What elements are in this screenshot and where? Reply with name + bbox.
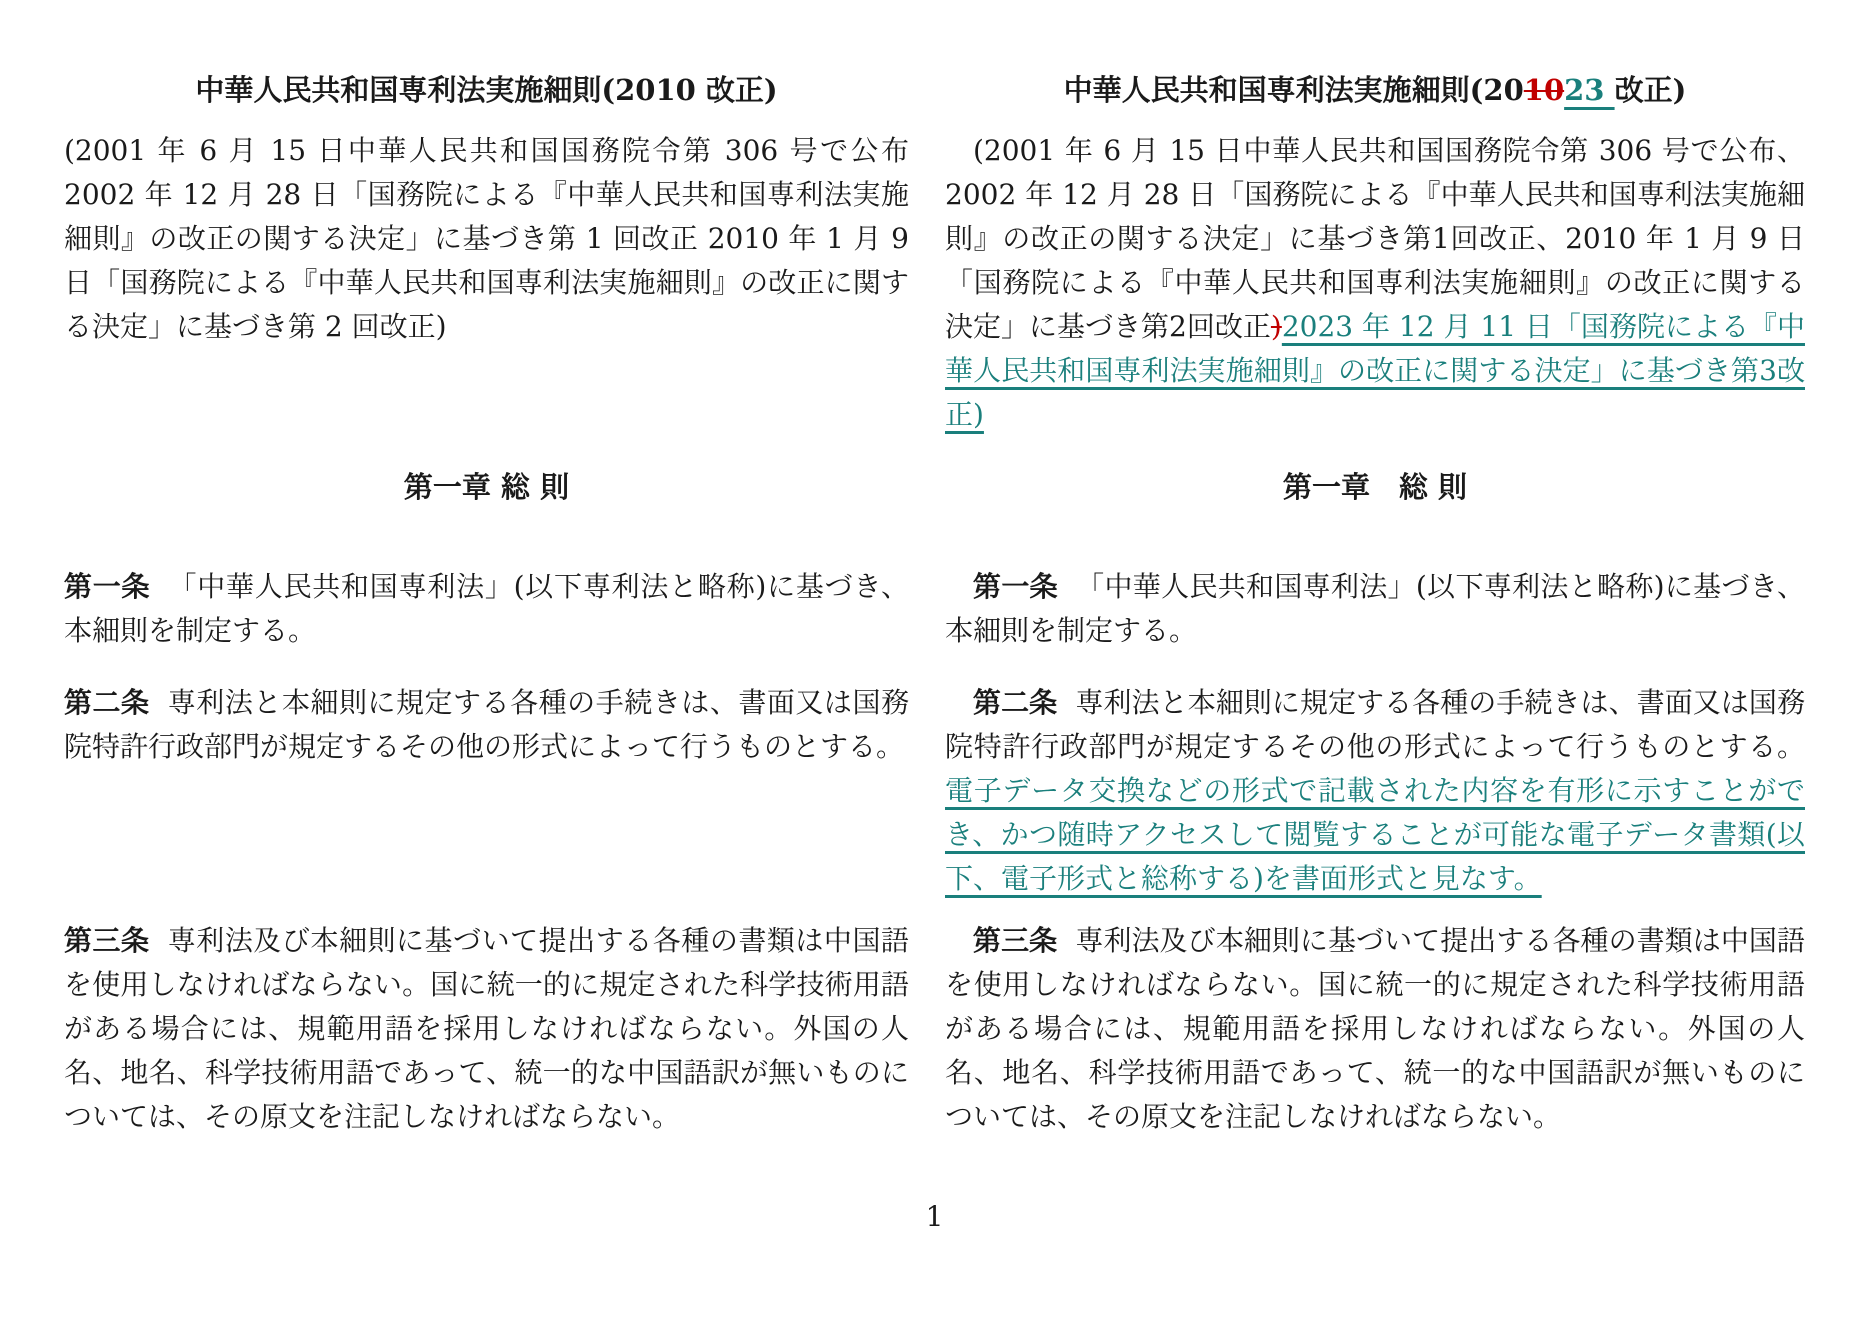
right-article-3-cell [945,919,1805,1139]
title-row [64,68,1805,113]
left-preamble: (2001 年 6 月 15 日中華人民共和国国務院令第 306 号で公布 2002 年 12 月 28 日「国務院による『中華人民共和国専利法実施細則』の改正の関する決定」に基づき第 1 回改正 2010 年 1 月 9 日「国務院による『中華人民共和国専利法実施細則』の改正に関する決定」に基づき第 2 回改正) [64,134,909,343]
right-preamble-cell [945,129,1805,437]
right-article-3-text: 専利法及び本細則に基づいて提出する各種の書類は中国語を使用しなければならない。国に統一的に規定された科学技術用語がある場合には、規範用語を採用しなければならない。外国の人名、地名、科学技術用語であって、統一的な中国語訳が無いものについては、その原文を注記しなければならない。 [945,924,1805,1133]
page-number: 1 [925,1200,944,1233]
article-3-row [64,919,1805,1139]
article-1-row [64,565,1805,653]
right-article-1-cell [945,565,1805,653]
right-article-2 [945,681,1805,901]
left-preamble-cell [64,129,909,349]
right-column-title-cell [945,68,1805,113]
right-preamble [945,129,1805,437]
right-article-3-label: 第三条 [973,924,1058,957]
right-title-inserted-text: 23 [1564,73,1615,107]
left-article-3-label: 第三条 [64,924,150,957]
left-article-1 [64,565,909,653]
right-title-suffix: 改正) [1614,73,1687,107]
right-title-prefix: 中華人民共和国専利法実施細則(20 [1063,73,1524,107]
left-article-2-cell [64,681,909,769]
right-article-2-label: 第二条 [973,686,1058,719]
right-article-1 [945,565,1805,653]
left-article-2 [64,681,909,769]
right-article-2-cell [945,681,1805,901]
left-doc-title: 中華人民共和国専利法実施細則(2010 改正) [195,73,778,107]
left-chapter-cell [64,465,909,509]
left-article-3-cell [64,919,909,1139]
left-article-3 [64,919,909,1139]
right-chapter-heading: 第一章 総 則 [1282,470,1468,504]
right-chapter-cell [945,465,1805,509]
left-article-2-text: 専利法と本細則に規定する各種の手続きは、書面又は国務院特許行政部門が規定するその他の形式によって行うものとする。 [64,686,909,763]
right-doc-title [945,68,1805,113]
right-article-2-inserted-text: 電子データ交換などの形式で記載された内容を有形に示すことができ、かつ随時アクセスして閲覧することが可能な電子データ書類(以下、電子形式と総称する)を書面形式と見なす。 [945,774,1805,895]
right-preamble-normal-text: (2001 年 6 月 15 日中華人民共和国国務院令第 306 号で公布、2002 年 12 月 28 日「国務院による『中華人民共和国専利法実施細則』の改正の関する決定」に基づき第1回改正、2010 年 1 月 9 日「国務院による『中華人民共和国専利法実施細則』の改正に関する決定」に基づき第2回改正 [945,134,1805,343]
left-article-1-text: 「中華人民共和国専利法」(以下専利法と略称)に基づき、本細則を制定する。 [64,570,909,647]
right-article-3 [945,919,1805,1139]
article-2-row [64,681,1805,901]
left-article-1-label: 第一条 [64,570,151,603]
right-title-deleted-text: 10 [1523,73,1565,107]
right-article-1-text: 「中華人民共和国専利法」(以下専利法と略称)に基づき、本細則を制定する。 [945,570,1805,647]
left-column-title-cell [64,68,909,113]
right-preamble-deleted-text: ) [1270,310,1282,343]
left-article-3-text: 専利法及び本細則に基づいて提出する各種の書類は中国語を使用しなければならない。国に統一的に規定された科学技術用語がある場合には、規範用語を採用しなければならない。外国の人名、地名、科学技術用語であって、統一的な中国語訳が無いものについては、その原文を注記しなければならない。 [64,924,909,1133]
right-article-2-normal-text: 専利法と本細則に規定する各種の手続きは、書面又は国務院特許行政部門が規定するその他の形式によって行うものとする。 [945,686,1805,763]
right-article-1-label: 第一条 [973,570,1058,603]
left-article-1-cell [64,565,909,653]
right-preamble-inserted-text: 2023 年 12 月 11 日「国務院による『中華人民共和国専利法実施細則』の改正に関する決定」に基づき第3改正) [945,310,1805,431]
preamble-row [64,129,1805,437]
left-chapter-heading: 第一章 総 則 [403,470,570,504]
left-article-2-label: 第二条 [64,686,150,719]
chapter-row [64,465,1805,509]
